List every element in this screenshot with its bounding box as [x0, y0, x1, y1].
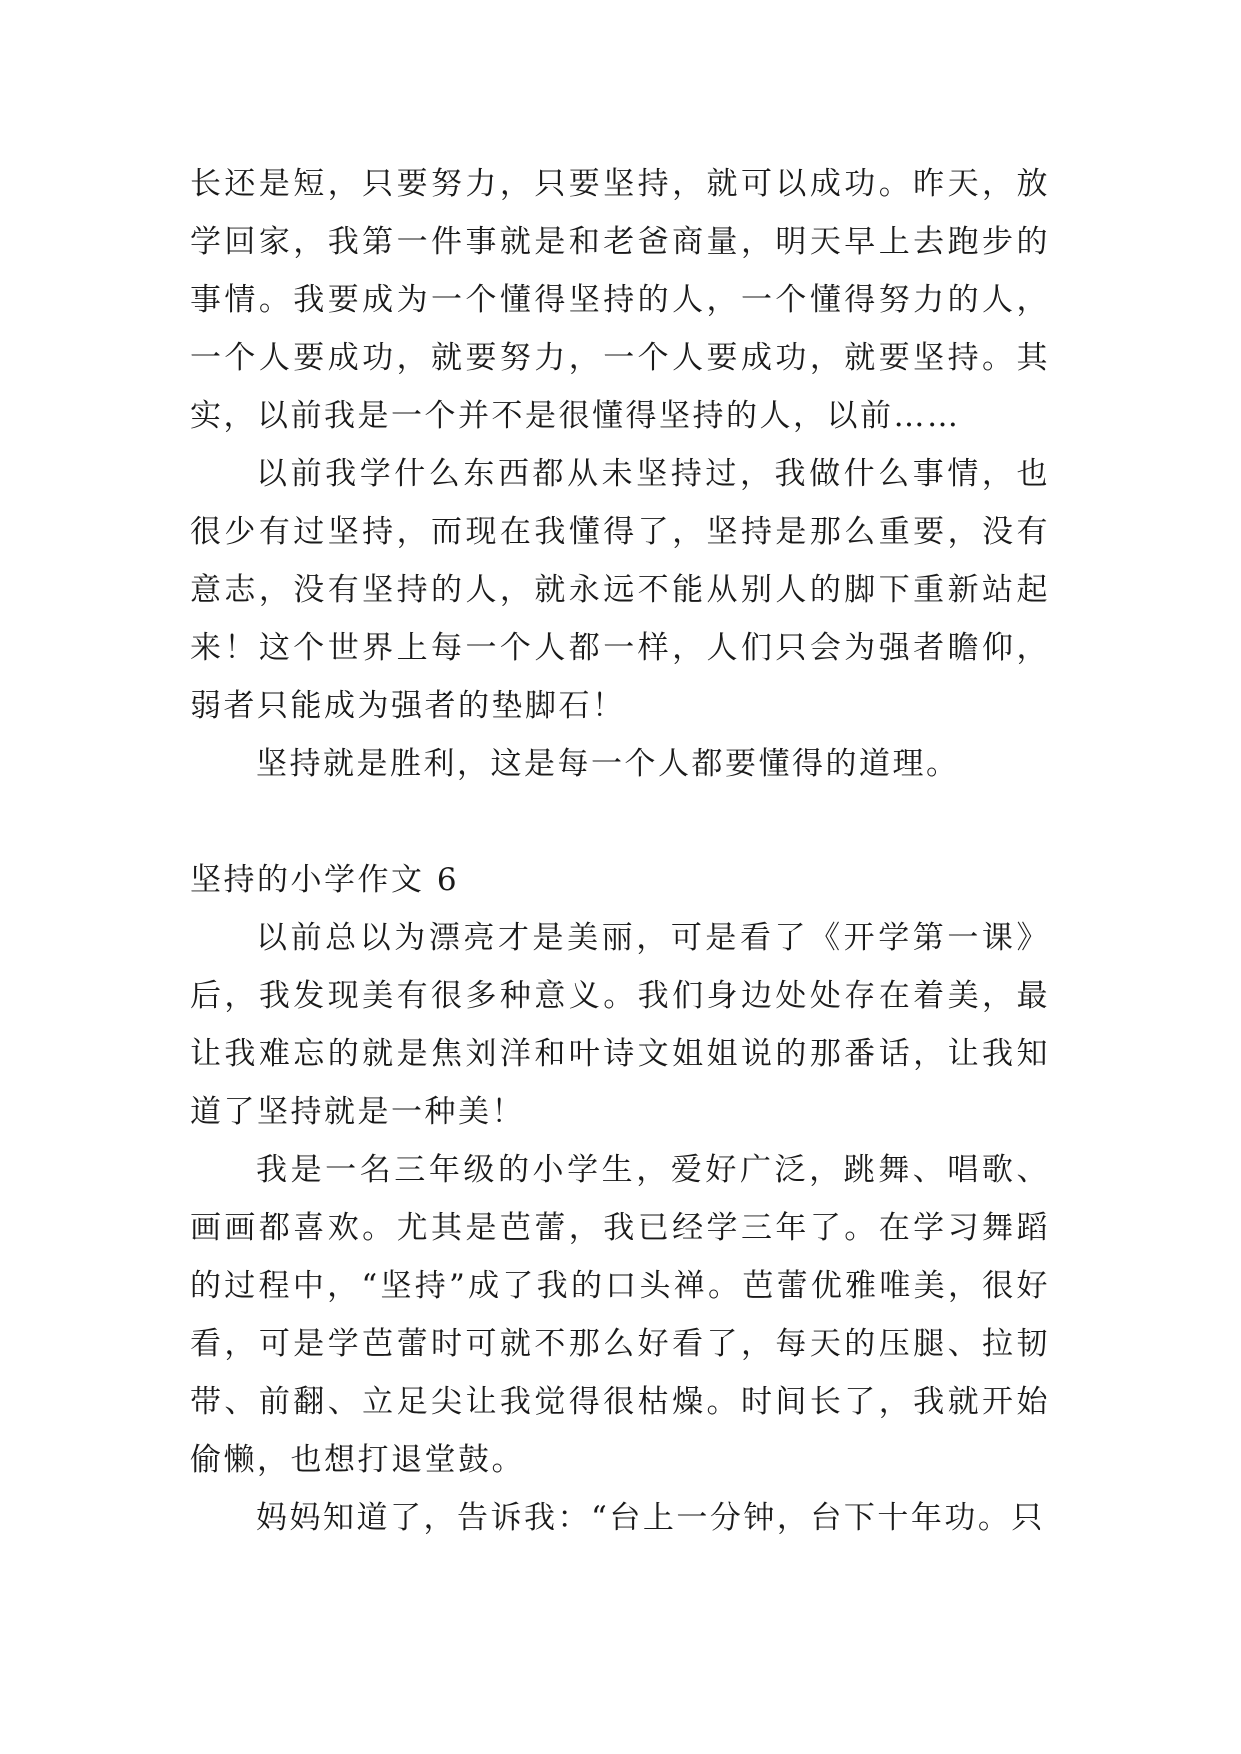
paragraph: 我是一名三年级的小学生，爱好广泛，跳舞、唱歌、画画都喜欢。尤其是芭蕾，我已经学三年了。在学习舞蹈的过程中，“坚持”成了我的口头禅。芭蕾优雅唯美，很好看，可是学芭蕾时可就不那么好看了，每天的压腿、拉韧带、前翻、立足尖让我觉得很枯燥。时间长了，我就开始偷懒，也想打退堂鼓。 [190, 1152, 1050, 1478]
essay-text [190, 155, 1050, 1547]
paragraph: 以前我学什么东西都从未坚持过，我做什么事情，也很少有过坚持，而现在我懂得了，坚持是那么重要，没有意志，没有坚持的人，就永远不能从别人的脚下重新站起来！这个世界上每一个人都一样，人们只会为强者瞻仰，弱者只能成为强者的垫脚石！ [190, 456, 1050, 724]
paragraph-continued: 长还是短，只要努力，只要坚持，就可以成功。昨天，放学回家，我第一件事就是和老爸商量，明天早上去跑步的事情。我要成为一个懂得坚持的人，一个懂得努力的人，一个人要成功，就要努力，一个人要成功，就要坚持。其实，以前我是一个并不是很懂得坚持的人，以前…… [190, 166, 1050, 434]
paragraph: 以前总以为漂亮才是美丽，可是看了《开学第一课》后，我发现美有很多种意义。我们身边处处存在着美，最让我难忘的就是焦刘洋和叶诗文姐姐说的那番话，让我知道了坚持就是一种美！ [190, 920, 1050, 1130]
section-spacer [190, 793, 1050, 851]
paragraph: 坚持就是胜利，这是每一个人都要懂得的道理。 [256, 746, 960, 782]
section-title: 坚持的小学作文 6 [190, 862, 460, 898]
paragraph: 妈妈知道了，告诉我：“台上一分钟，台下十年功。只 [256, 1500, 1045, 1536]
